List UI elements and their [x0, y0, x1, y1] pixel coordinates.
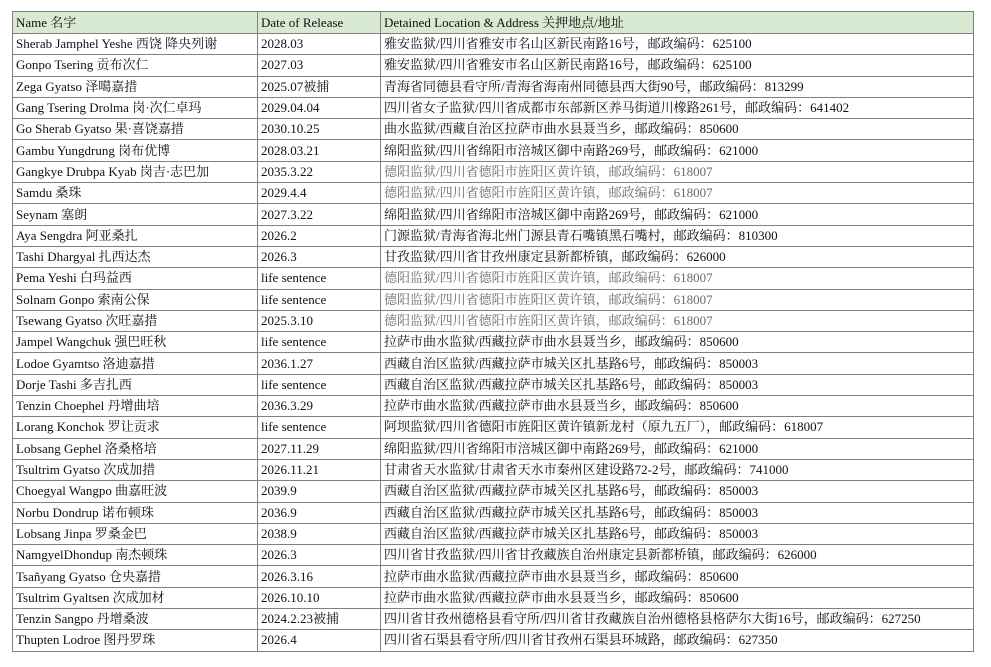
cell-location: 拉萨市曲水监狱/西藏拉萨市曲水县聂当乡，邮政编码：850600: [381, 396, 974, 417]
cell-name: Jampel Wangchuk 强巴旺秋: [13, 332, 258, 353]
table-row: [13, 609, 974, 630]
cell-location: 德阳监狱/四川省德阳市旌阳区黄许镇，邮政编码：618007: [381, 289, 974, 310]
cell-date-of-release: life sentence: [258, 268, 381, 289]
table-row: [13, 374, 974, 395]
cell-date-of-release: life sentence: [258, 332, 381, 353]
cell-name: Gangkye Drubpa Kyab 岗吉·志巴加: [13, 161, 258, 182]
cell-location: 拉萨市曲水监狱/西藏拉萨市曲水县聂当乡，邮政编码：850600: [381, 587, 974, 608]
cell-date-of-release: 2036.3.29: [258, 396, 381, 417]
table-row: [13, 502, 974, 523]
cell-location: 四川省甘孜监狱/四川省甘孜藏族自治州康定县新都桥镇，邮政编码：626000: [381, 545, 974, 566]
cell-name: Lodoe Gyamtso 洛迪嘉措: [13, 353, 258, 374]
cell-date-of-release: life sentence: [258, 417, 381, 438]
table-body: [13, 34, 974, 652]
table-row: [13, 119, 974, 140]
table-row: [13, 332, 974, 353]
cell-location: 青海省同德县看守所/青海省海南州同德县西大街90号，邮政编码：813299: [381, 76, 974, 97]
cell-date-of-release: 2036.9: [258, 502, 381, 523]
cell-name: Aya Sengdra 阿亚桑扎: [13, 225, 258, 246]
cell-date-of-release: 2026.3: [258, 545, 381, 566]
table-row: [13, 396, 974, 417]
table-row: [13, 76, 974, 97]
cell-name: Zega Gyatso 泽噶嘉措: [13, 76, 258, 97]
cell-date-of-release: 2027.03: [258, 55, 381, 76]
cell-date-of-release: 2030.10.25: [258, 119, 381, 140]
detainee-table: [12, 11, 974, 652]
cell-location: 西藏自治区监狱/西藏拉萨市城关区扎基路6号，邮政编码：850003: [381, 374, 974, 395]
cell-date-of-release: 2029.4.4: [258, 183, 381, 204]
cell-name: Tsañyang Gyatso 仓央嘉措: [13, 566, 258, 587]
header-name: Name 名字: [13, 12, 258, 34]
cell-location: 拉萨市曲水监狱/西藏拉萨市曲水县聂当乡，邮政编码：850600: [381, 332, 974, 353]
cell-date-of-release: 2028.03.21: [258, 140, 381, 161]
cell-name: Pema Yeshi 白玛益西: [13, 268, 258, 289]
cell-name: Sherab Jamphel Yeshe 西饶 降央列谢: [13, 34, 258, 55]
cell-date-of-release: 2026.4: [258, 630, 381, 651]
cell-date-of-release: 2036.1.27: [258, 353, 381, 374]
table-row: [13, 459, 974, 480]
cell-location: 绵阳监狱/四川省绵阳市涪城区御中南路269号，邮政编码：621000: [381, 438, 974, 459]
table-row: [13, 438, 974, 459]
cell-date-of-release: 2028.03: [258, 34, 381, 55]
cell-location: 德阳监狱/四川省德阳市旌阳区黄许镇，邮政编码：618007: [381, 310, 974, 331]
table-row: [13, 481, 974, 502]
cell-location: 德阳监狱/四川省德阳市旌阳区黄许镇，邮政编码：618007: [381, 268, 974, 289]
table-row: [13, 34, 974, 55]
cell-date-of-release: 2027.3.22: [258, 204, 381, 225]
cell-location: 雅安监狱/四川省雅安市名山区新民南路16号，邮政编码：625100: [381, 34, 974, 55]
table-row: [13, 204, 974, 225]
cell-name: Tsultrim Gyatso 次成加措: [13, 459, 258, 480]
cell-date-of-release: 2039.9: [258, 481, 381, 502]
cell-location: 西藏自治区监狱/西藏拉萨市城关区扎基路6号，邮政编码：850003: [381, 523, 974, 544]
cell-name: Solnam Gonpo 索南公保: [13, 289, 258, 310]
header-location: Detained Location & Address 关押地点/地址: [381, 12, 974, 34]
table-row: [13, 353, 974, 374]
table-row: [13, 566, 974, 587]
cell-location: 西藏自治区监狱/西藏拉萨市城关区扎基路6号，邮政编码：850003: [381, 502, 974, 523]
cell-date-of-release: 2026.11.21: [258, 459, 381, 480]
table-row: [13, 161, 974, 182]
cell-date-of-release: 2029.04.04: [258, 97, 381, 118]
cell-location: 德阳监狱/四川省德阳市旌阳区黄许镇，邮政编码：618007: [381, 183, 974, 204]
cell-name: Lobsang Gephel 洛桑格培: [13, 438, 258, 459]
table-row: [13, 140, 974, 161]
table-row: [13, 417, 974, 438]
cell-location: 雅安监狱/四川省雅安市名山区新民南路16号，邮政编码：625100: [381, 55, 974, 76]
cell-name: Choegyal Wangpo 曲嘉旺波: [13, 481, 258, 502]
cell-date-of-release: 2025.3.10: [258, 310, 381, 331]
table-row: [13, 523, 974, 544]
cell-name: Thupten Lodroe 图丹罗珠: [13, 630, 258, 651]
cell-date-of-release: 2038.9: [258, 523, 381, 544]
cell-date-of-release: 2035.3.22: [258, 161, 381, 182]
cell-location: 西藏自治区监狱/西藏拉萨市城关区扎基路6号，邮政编码：850003: [381, 481, 974, 502]
cell-location: 阿坝监狱/四川省德阳市旌阳区黄许镇新龙村（原九五厂），邮政编码：618007: [381, 417, 974, 438]
cell-name: Tsultrim Gyaltsen 次成加材: [13, 587, 258, 608]
cell-name: Tsewang Gyatso 次旺嘉措: [13, 310, 258, 331]
header-row: [13, 12, 974, 34]
cell-date-of-release: 2027.11.29: [258, 438, 381, 459]
cell-name: Tashi Dhargyal 扎西达杰: [13, 246, 258, 267]
cell-name: Gang Tsering Drolma 岗·次仁卓玛: [13, 97, 258, 118]
cell-name: Gonpo Tsering 贡布次仁: [13, 55, 258, 76]
cell-date-of-release: 2026.3: [258, 246, 381, 267]
cell-name: NamgyelDhondup 南杰顿珠: [13, 545, 258, 566]
table-row: [13, 289, 974, 310]
table-row: [13, 225, 974, 246]
cell-name: Tenzin Sangpo 丹增桑波: [13, 609, 258, 630]
cell-name: Samdu 桑珠: [13, 183, 258, 204]
cell-date-of-release: 2024.2.23被捕: [258, 609, 381, 630]
cell-date-of-release: life sentence: [258, 374, 381, 395]
header-date-of-release: Date of Release: [258, 12, 381, 34]
cell-location: 甘孜监狱/四川省甘孜州康定县新都桥镇，邮政编码：626000: [381, 246, 974, 267]
cell-name: Go Sherab Gyatso 果·喜饶嘉措: [13, 119, 258, 140]
cell-name: Dorje Tashi 多吉扎西: [13, 374, 258, 395]
cell-date-of-release: 2025.07被捕: [258, 76, 381, 97]
cell-name: Lorang Konchok 罗让贡求: [13, 417, 258, 438]
table-row: [13, 183, 974, 204]
table-row: [13, 268, 974, 289]
cell-date-of-release: 2026.2: [258, 225, 381, 246]
cell-name: Gambu Yungdrung 岗布优博: [13, 140, 258, 161]
table-row: [13, 630, 974, 651]
cell-location: 西藏自治区监狱/西藏拉萨市城关区扎基路6号，邮政编码：850003: [381, 353, 974, 374]
cell-name: Lobsang Jinpa 罗桑金巴: [13, 523, 258, 544]
cell-location: 甘肃省天水监狱/甘肃省天水市秦州区建设路72-2号，邮政编码：741000: [381, 459, 974, 480]
cell-location: 德阳监狱/四川省德阳市旌阳区黄许镇，邮政编码：618007: [381, 161, 974, 182]
cell-location: 四川省石渠县看守所/四川省甘孜州石渠县环城路，邮政编码：627350: [381, 630, 974, 651]
cell-date-of-release: life sentence: [258, 289, 381, 310]
table-row: [13, 246, 974, 267]
table-row: [13, 587, 974, 608]
table-row: [13, 310, 974, 331]
cell-date-of-release: 2026.3.16: [258, 566, 381, 587]
cell-location: 绵阳监狱/四川省绵阳市涪城区御中南路269号，邮政编码：621000: [381, 140, 974, 161]
table-row: [13, 97, 974, 118]
cell-name: Seynam 塞朗: [13, 204, 258, 225]
cell-location: 曲水监狱/西藏自治区拉萨市曲水县聂当乡，邮政编码：850600: [381, 119, 974, 140]
cell-name: Tenzin Choephel 丹增曲培: [13, 396, 258, 417]
table-row: [13, 545, 974, 566]
cell-location: 四川省女子监狱/四川省成都市东部新区养马街道川橡路261号，邮政编码：641402: [381, 97, 974, 118]
cell-location: 拉萨市曲水监狱/西藏拉萨市曲水县聂当乡，邮政编码：850600: [381, 566, 974, 587]
detainee-table-container: [12, 11, 973, 652]
table-row: [13, 55, 974, 76]
table-header: [13, 12, 974, 34]
cell-name: Norbu Dondrup 诺布顿珠: [13, 502, 258, 523]
cell-date-of-release: 2026.10.10: [258, 587, 381, 608]
cell-location: 门源监狱/青海省海北州门源县青石嘴镇黑石嘴村，邮政编码：810300: [381, 225, 974, 246]
cell-location: 四川省甘孜州德格县看守所/四川省甘孜藏族自治州德格县格萨尔大街16号，邮政编码：627250: [381, 609, 974, 630]
cell-location: 绵阳监狱/四川省绵阳市涪城区御中南路269号，邮政编码：621000: [381, 204, 974, 225]
